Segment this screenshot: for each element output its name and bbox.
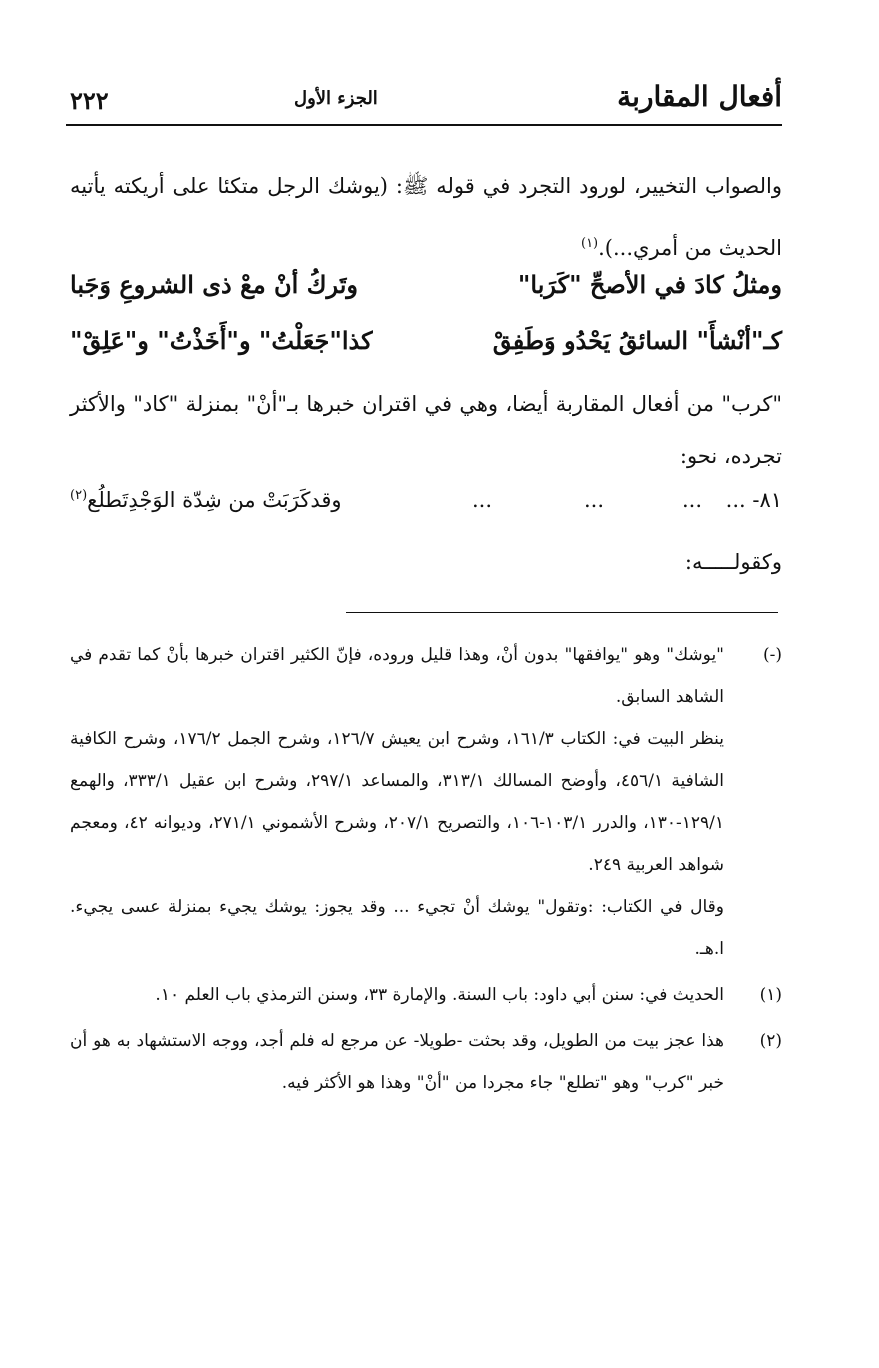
paragraph-1-text: والصواب التخيير، لورود التجرد في قوله ﷺ: (يوشك الرجل متكئا على أريكته يأتيه الحديث من أمري...). (70, 174, 782, 260)
footnote-ref-1: (١) (580, 236, 599, 251)
part-label: الجزء الأول (294, 88, 378, 109)
running-header (66, 78, 782, 120)
shahid-81 (70, 488, 782, 532)
footnote-paragraph: هذا عجز بيت من الطويل، وقد بحثت -طويلا- عن مرجع له فلم أجد، ووجه الاستشهاد به هو أن خبر "كرب" وهو "تطلع" جاء مجردا من "أنْ" وهذا هو الأكثر فيه. (70, 1031, 724, 1093)
verse-1-first-hemistich: ومثلُ كادَ في الأصحِّ "كَرَبا" (517, 270, 782, 299)
verse-1-second-hemistich: وتَركُ أنْ معْ ذى الشروعِ وَجَبا (70, 270, 358, 299)
footnote-paragraph: ينظر البيت في: الكتاب ١٦١/٣، وشرح ابن يعيش ١٢٦/٧، وشرح الجمل ١٧٦/٢، وشرح الكافية الشافية ٤٥٦/١، وأوضح المسالك ٣١٣/١، والمساعد ٢٩٧/١، وشرح ابن عقيل ٣٣٣/١، والهمع ١٢٩/١-١٣٠، والدرر ١٠٣/١-١٠٦، والتصريح ٢٠٧/١، وشرح الأشموني ٢٧١/١، وديوانه ٤٢، ومعجم شواهد العربية ٢٤٩. (70, 729, 724, 875)
ellipsis: ... (681, 488, 702, 512)
verse-line-2 (70, 326, 782, 374)
footnote-mark: (-) (762, 645, 782, 665)
footnote (70, 634, 782, 970)
footnote-mark: (١) (759, 985, 782, 1005)
footnote-paragraph: وقال في الكتاب: :وتقول" يوشك أنْ تجيء ... وقد يجوز: يوشك يجيء بمنزلة عسى يجيء. ا.هـ. (70, 897, 724, 959)
footnote (70, 974, 782, 1016)
ellipsis: ... (471, 488, 492, 512)
chapter-title: أفعال المقاربة (617, 80, 782, 113)
footnote-paragraph: الحديث في: سنن أبي داود: باب السنة. والإمارة ٣٣، وسنن الترمذي باب العلم ١٠. (155, 985, 724, 1005)
paragraph-3: وكقولـــــه: (684, 550, 782, 574)
paragraph-2: "كرب" من أفعال المقاربة أيضا، وهي في اقتران خبرها بـ"أنْ" بمنزلة "كاد" والأكثر تجرده، نحو: (70, 392, 782, 468)
footnote-divider (346, 612, 778, 613)
shahid-number: ٨١- ... (725, 488, 782, 512)
footnote-mark: (٢) (759, 1031, 782, 1051)
verse-2-second-hemistich: كذا"جَعَلْتُ" و"أَخَذْتُ" و"عَلِقْ" (70, 326, 373, 355)
page-number: ٢٢٢ (70, 86, 109, 115)
verse-2-first-hemistich: كـ"أنْشأَ" السائقُ يَحْدُو وَطَفِقْ (492, 326, 782, 355)
ellipsis: ... (583, 488, 604, 512)
shahid-text-wrap (70, 488, 342, 512)
shahid-text: وقدكَرَبَتْ من شِدّة الوَجْدِتَطلُع (87, 488, 342, 512)
footnotes (70, 634, 782, 1104)
footnote-ref-2: (٢) (70, 488, 88, 503)
footnote-paragraph: "يوشك" وهو "يوافقها" بدون أنْ، وهذا قليل وروده، فإنّ الكثير اقتران خبرها بأنْ كما تقدم في الشاهد السابق. (70, 645, 724, 707)
footnote (70, 1020, 782, 1104)
paragraph-1 (70, 157, 782, 277)
verse-line-1 (70, 270, 782, 318)
header-divider (66, 124, 782, 126)
